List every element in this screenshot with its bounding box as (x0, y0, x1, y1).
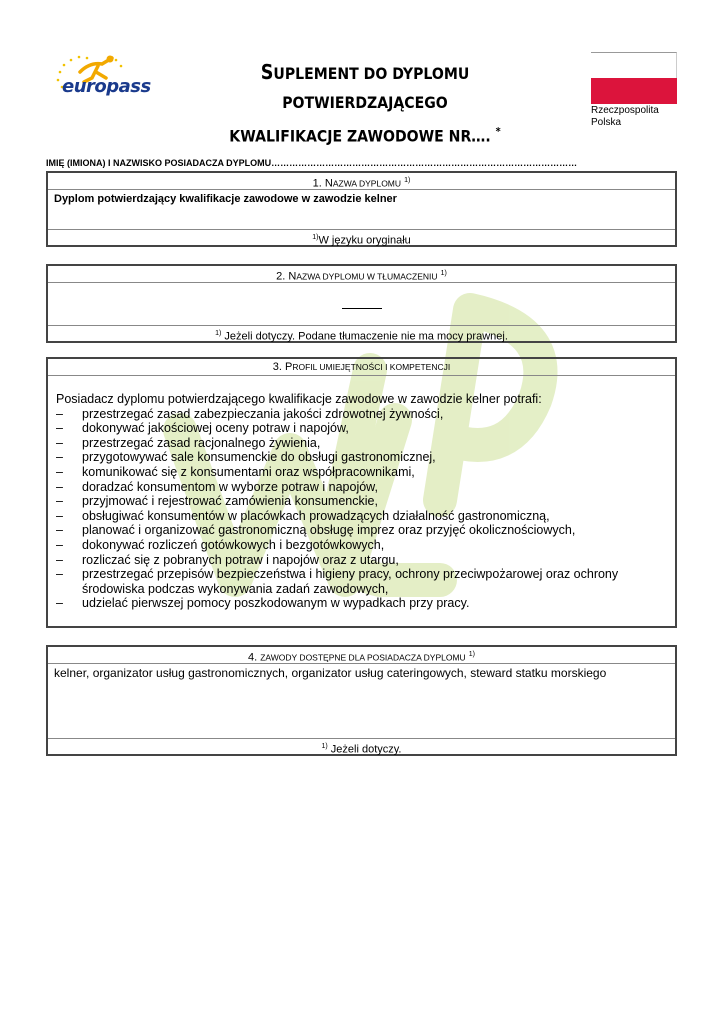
list-item: – dokonywać jakościowej oceny potraw i napojów, (56, 421, 667, 436)
europass-logo (50, 52, 151, 102)
list-item: – doradzać konsumentom w wyborze potraw i napojów, (56, 480, 667, 495)
section-header: 3. PROFIL UMIEJĘTNOŚCI I KOMPETENCJI (48, 359, 675, 376)
section-value: kelner, organizator usług gastronomicznych, organizator usług cateringowych, steward statku morskiego (54, 666, 607, 680)
section-diploma-name (46, 171, 677, 247)
list-item: – przyjmować i rejestrować zamówienia konsumenckie, (56, 494, 667, 509)
list-item: – rozliczać się z pobranych potraw i napojów oraz z utargu, (56, 553, 667, 568)
section-skills-profile (46, 357, 677, 628)
section-content (48, 376, 675, 611)
section-footnote: $^{1)}$W języku oryginału (48, 229, 675, 245)
flag-red-stripe (591, 78, 677, 104)
section-available-occupations (46, 645, 677, 756)
logo-text: europass (62, 76, 151, 97)
list-item: – obsługiwać konsumentów w placówkach prowadzących działalność gastronomiczną, (56, 509, 667, 524)
skills-list (56, 407, 667, 611)
section-header: 1. NAZWA DYPLOMU $^{1)}$ (48, 173, 675, 190)
title-line2: KWALIFIKACJE ZAWODOWE NR…. (229, 126, 491, 146)
section-value: Dyplom potwierdzający kwalifikacje zawodowe w zawodzie kelner (54, 193, 397, 205)
title-asterisk: * (495, 125, 501, 138)
country-line2: Polska (591, 117, 622, 128)
poland-flag-icon (591, 52, 677, 104)
list-item: – planować i organizować gastronomiczną obsługę imprez oraz przyjęć okolicznościowych, (56, 523, 667, 538)
section-value (48, 283, 675, 327)
section-translated-name (46, 264, 677, 343)
skills-intro: Posiadacz dyplomu potwierdzającego kwalifikacje zawodowe w zawodzie kelner potrafi: (56, 392, 542, 406)
flag-white-stripe (591, 52, 677, 78)
section-footnote: $^{1)}$ Jeżeli dotyczy. Podane tłumaczenie nie ma mocy prawnej. (48, 325, 675, 341)
document-title (176, 58, 554, 150)
section-header: 2. NAZWA DYPLOMU W TŁUMACZENIU $^{1)}$ (48, 266, 675, 283)
list-item: – komunikować się z konsumentami oraz współpracownikami, (56, 465, 667, 480)
title-initial: S (260, 60, 274, 84)
list-item: – udzielać pierwszej pomocy poszkodowanym w wypadkach przy pracy. (56, 596, 667, 611)
list-item: – przestrzegać zasad zabezpieczania jakości zdrowotnej żywności, (56, 407, 667, 422)
section-footnote: $^{1)}$ Jeżeli dotyczy. (48, 738, 675, 754)
country-line1: Rzeczpospolita (591, 105, 659, 116)
list-item: – dokonywać rozliczeń gotówkowych i bezgotówkowych, (56, 538, 667, 553)
country-name (591, 105, 681, 129)
section-header: 4. ZAWODY DOSTĘPNE DLA POSIADACZA DYPLOMU $^{1)}$ (48, 647, 675, 664)
title-line1: UPLEMENT DO DYPLOMU POTWIERDZAJĄCEGO (273, 64, 470, 112)
list-item: – przestrzegać przepisów bezpieczeństwa i higieny pracy, ochrony przeciwpożarowej oraz ochrony środowiska podczas wykonywania zadań zawodowych, (56, 567, 667, 596)
list-item: – przestrzegać zasad racjonalnego żywienia, (56, 436, 667, 451)
list-item: – przygotowywać sale konsumenckie do obsługi gastronomicznej, (56, 450, 667, 465)
empty-value-line (342, 308, 382, 309)
holder-name-line: IMIĘ (IMIONA) I NAZWISKO POSIADACZA DYPLOMU………………………………………………………………………………………… (46, 158, 578, 168)
